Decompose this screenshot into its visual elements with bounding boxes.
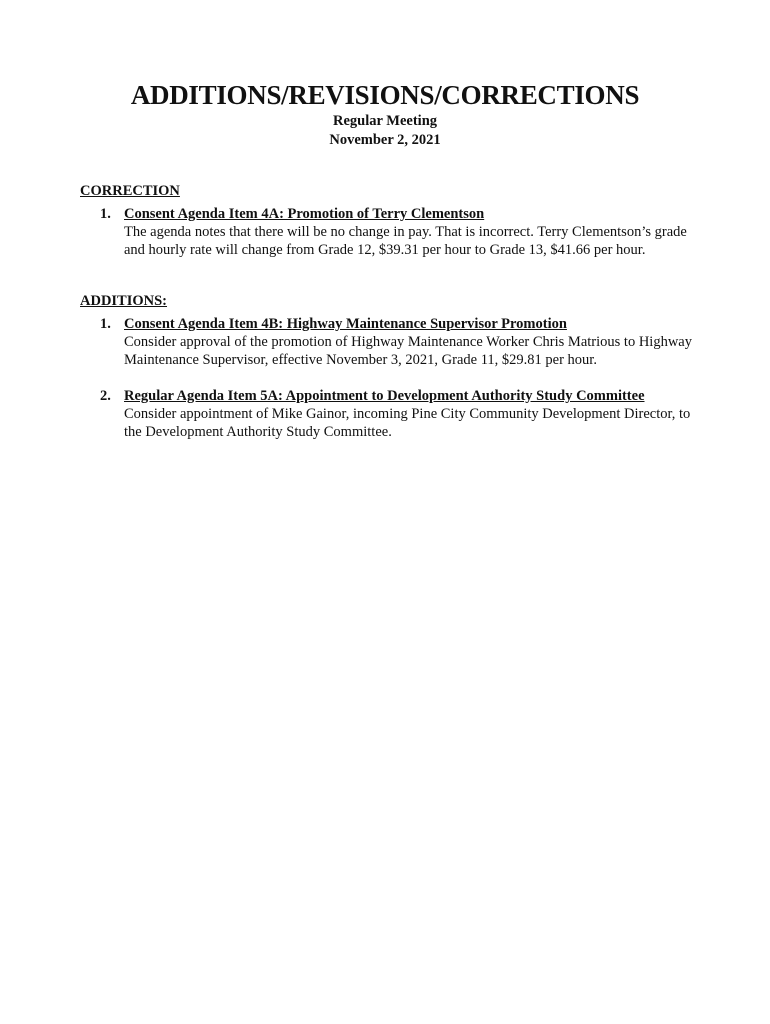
item-heading: Regular Agenda Item 5A: Appointment to Development Authority Study Committee <box>124 388 645 404</box>
addition-item-1 <box>100 315 700 369</box>
addition-item-2 <box>100 387 700 441</box>
correction-item-1 <box>100 205 700 259</box>
correction-heading: CORRECTION <box>80 183 180 199</box>
document-title: ADDITIONS/REVISIONS/CORRECTIONS <box>130 80 640 110</box>
item-number: 2. <box>100 388 111 404</box>
item-number: 1. <box>100 206 111 222</box>
meeting-type: Regular Meeting <box>332 113 438 129</box>
item-heading: Consent Agenda Item 4B: Highway Maintenance Supervisor Promotion <box>124 316 567 332</box>
additions-heading: ADDITIONS: <box>80 293 168 309</box>
item-number: 1. <box>100 316 111 332</box>
item-body <box>124 315 700 369</box>
item-text: Consider approval of the promotion of Highway Maintenance Worker Chris Matrious to Highway Maintenance Supervisor, effective November 3, 2021, Grade 11, $29.81 per hour. <box>124 334 692 368</box>
item-heading: Consent Agenda Item 4A: Promotion of Terry Clementson <box>124 206 485 222</box>
item-body <box>124 205 700 259</box>
item-text: The agenda notes that there will be no change in pay. That is incorrect. Terry Clementson’s grade and hourly rate will change from Grade 12, $39.31 per hour to Grade 13, $41.66 per hour. <box>124 224 687 258</box>
meeting-date: November 2, 2021 <box>329 132 441 148</box>
item-body <box>124 387 700 441</box>
item-text: Consider appointment of Mike Gainor, incoming Pine City Community Development Director, to the Development Authority Study Committee. <box>124 406 691 440</box>
